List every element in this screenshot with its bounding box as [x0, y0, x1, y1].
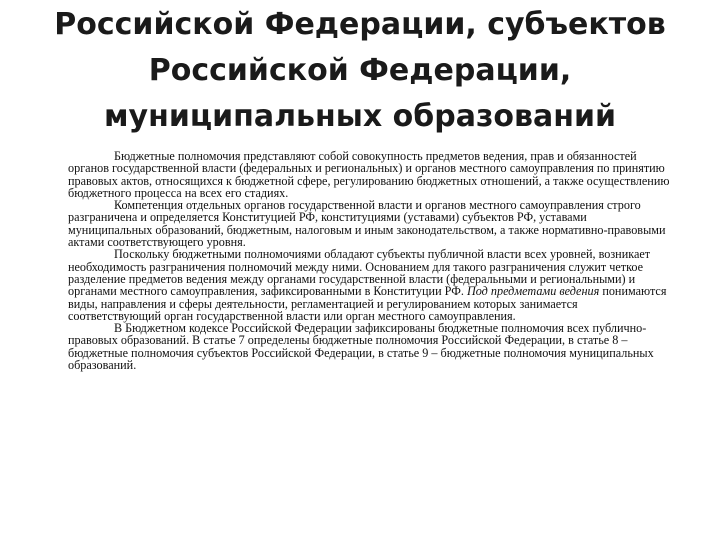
- paragraph-2: Компетенция отдельных органов государственной власти и органов местного самоуправления строго разграничена и определяется Конституцией РФ, конституциями (уставами) субъектов РФ, уставами муниципальных образований, бюджетным, налоговым и иным законодательством, а также нормативно-правовыми актами соответствующего уровня.: [68, 198, 666, 250]
- title-line-2: Российской Федерации,: [148, 53, 572, 88]
- paragraph-3-text-before: Поскольку бюджетными полномочиями обладают субъекты публичной власти всех уровней, возникает необходимость разграничения полномочий между ними. Основанием для такого разграничения служит четкое разделение предметов ведения между органами государственной власти (федеральными и региональными) и органами местного самоуправления, зафиксированными в Конституции РФ.: [68, 247, 651, 299]
- slide-body: [68, 150, 672, 371]
- paragraph-3-text-after: понимаются виды, направления и сферы деятельности, регламентацией и регулированием которых занимается соответствующий орган государственной власти или орган местного самоуправления.: [68, 284, 667, 323]
- paragraph-3-italic-term: Под предметами ведения: [466, 284, 600, 299]
- title-line-3: муниципальных образований: [104, 99, 616, 134]
- paragraph-4: В Бюджетном кодексе Российской Федерации зафиксированы бюджетные полномочия всех публично-правовых образований. В статье 7 определены бюджетные полномочия Российской Федерации, в статье 8 – бюджетные полномочия субъектов Российской Федерации, в статье 9 – бюджетные полномочия муниципальных образований.: [68, 321, 654, 373]
- slide-title: [20, 2, 700, 140]
- title-line-1: Российской Федерации, субъектов: [54, 7, 666, 42]
- paragraph-3: [68, 248, 672, 322]
- paragraph-1: Бюджетные полномочия представляют собой совокупность предметов ведения, прав и обязанностей органов государственной власти (федеральных и региональных) и органов местного самоуправления по принятию правовых актов, относящихся к бюджетной сфере, регулированию бюджетных отношений, а также осуществлению бюджетного процесса на всех его стадиях.: [68, 149, 670, 200]
